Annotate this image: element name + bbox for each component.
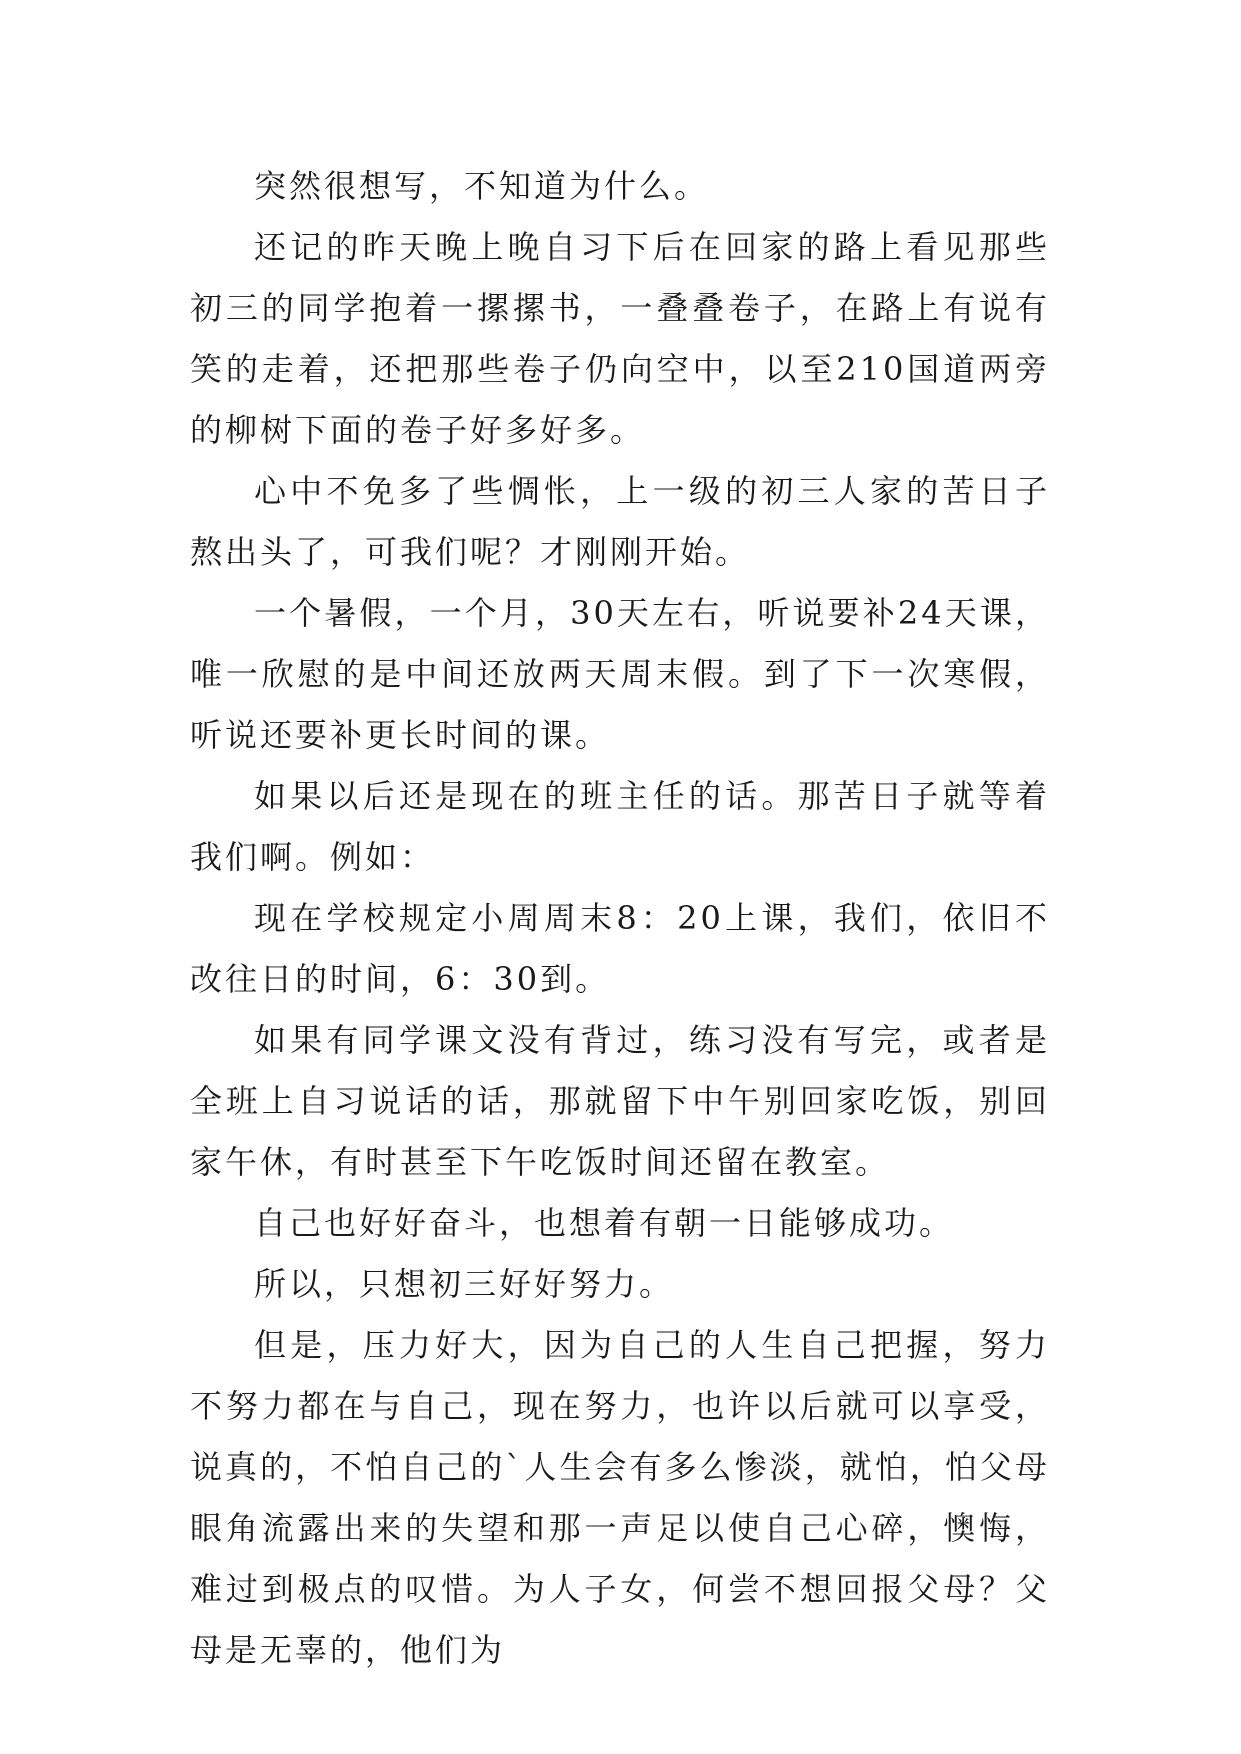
paragraph: 自己也好好奋斗，也想着有朝一日能够成功。 xyxy=(254,1204,955,1242)
paragraph: 但是，压力好大，因为自己的人生自己把握，努力不努力都在与自己，现在努力，也许以后就可以享受，说真的，不怕自己的`人生会有多么惨淡，就怕，怕父母眼角流露出来的失望和那一声足以使自己心碎，懊悔，难过到极点的叹惜。为人子女，何尝不想回报父母？父母是无辜的，他们为 xyxy=(190,1326,1050,1669)
paragraph: 还记的昨天晚上晚自习下后在回家的路上看见那些初三的同学抱着一摞摞书，一叠叠卷子，在路上有说有笑的走着，还把那些卷子仍向空中，以至210国道两旁的柳树下面的卷子好多好多。 xyxy=(190,228,1050,449)
paragraph: 一个暑假，一个月，30天左右，听说要补24天课，唯一欣慰的是中间还放两天周末假。到了下一次寒假，听说还要补更长时间的课。 xyxy=(190,594,1050,754)
paragraph: 所以，只想初三好好努力。 xyxy=(254,1265,675,1303)
paragraph: 如果有同学课文没有背过，练习没有写完，或者是全班上自习说话的话，那就留下中午别回家吃饭，别回家午休，有时甚至下午吃饭时间还留在教室。 xyxy=(190,1021,1050,1181)
paragraph: 心中不免多了些惆怅，上一级的初三人家的苦日子熬出头了，可我们呢？才刚刚开始。 xyxy=(190,472,1050,571)
paragraph: 现在学校规定小周周末8：20上课，我们，依旧不改往日的时间，6：30到。 xyxy=(190,899,1050,998)
paragraph: 突然很想写，不知道为什么。 xyxy=(254,167,710,205)
document-body xyxy=(190,156,1050,1681)
paragraph: 如果以后还是现在的班主任的话。那苦日子就等着我们啊。例如： xyxy=(190,777,1050,876)
